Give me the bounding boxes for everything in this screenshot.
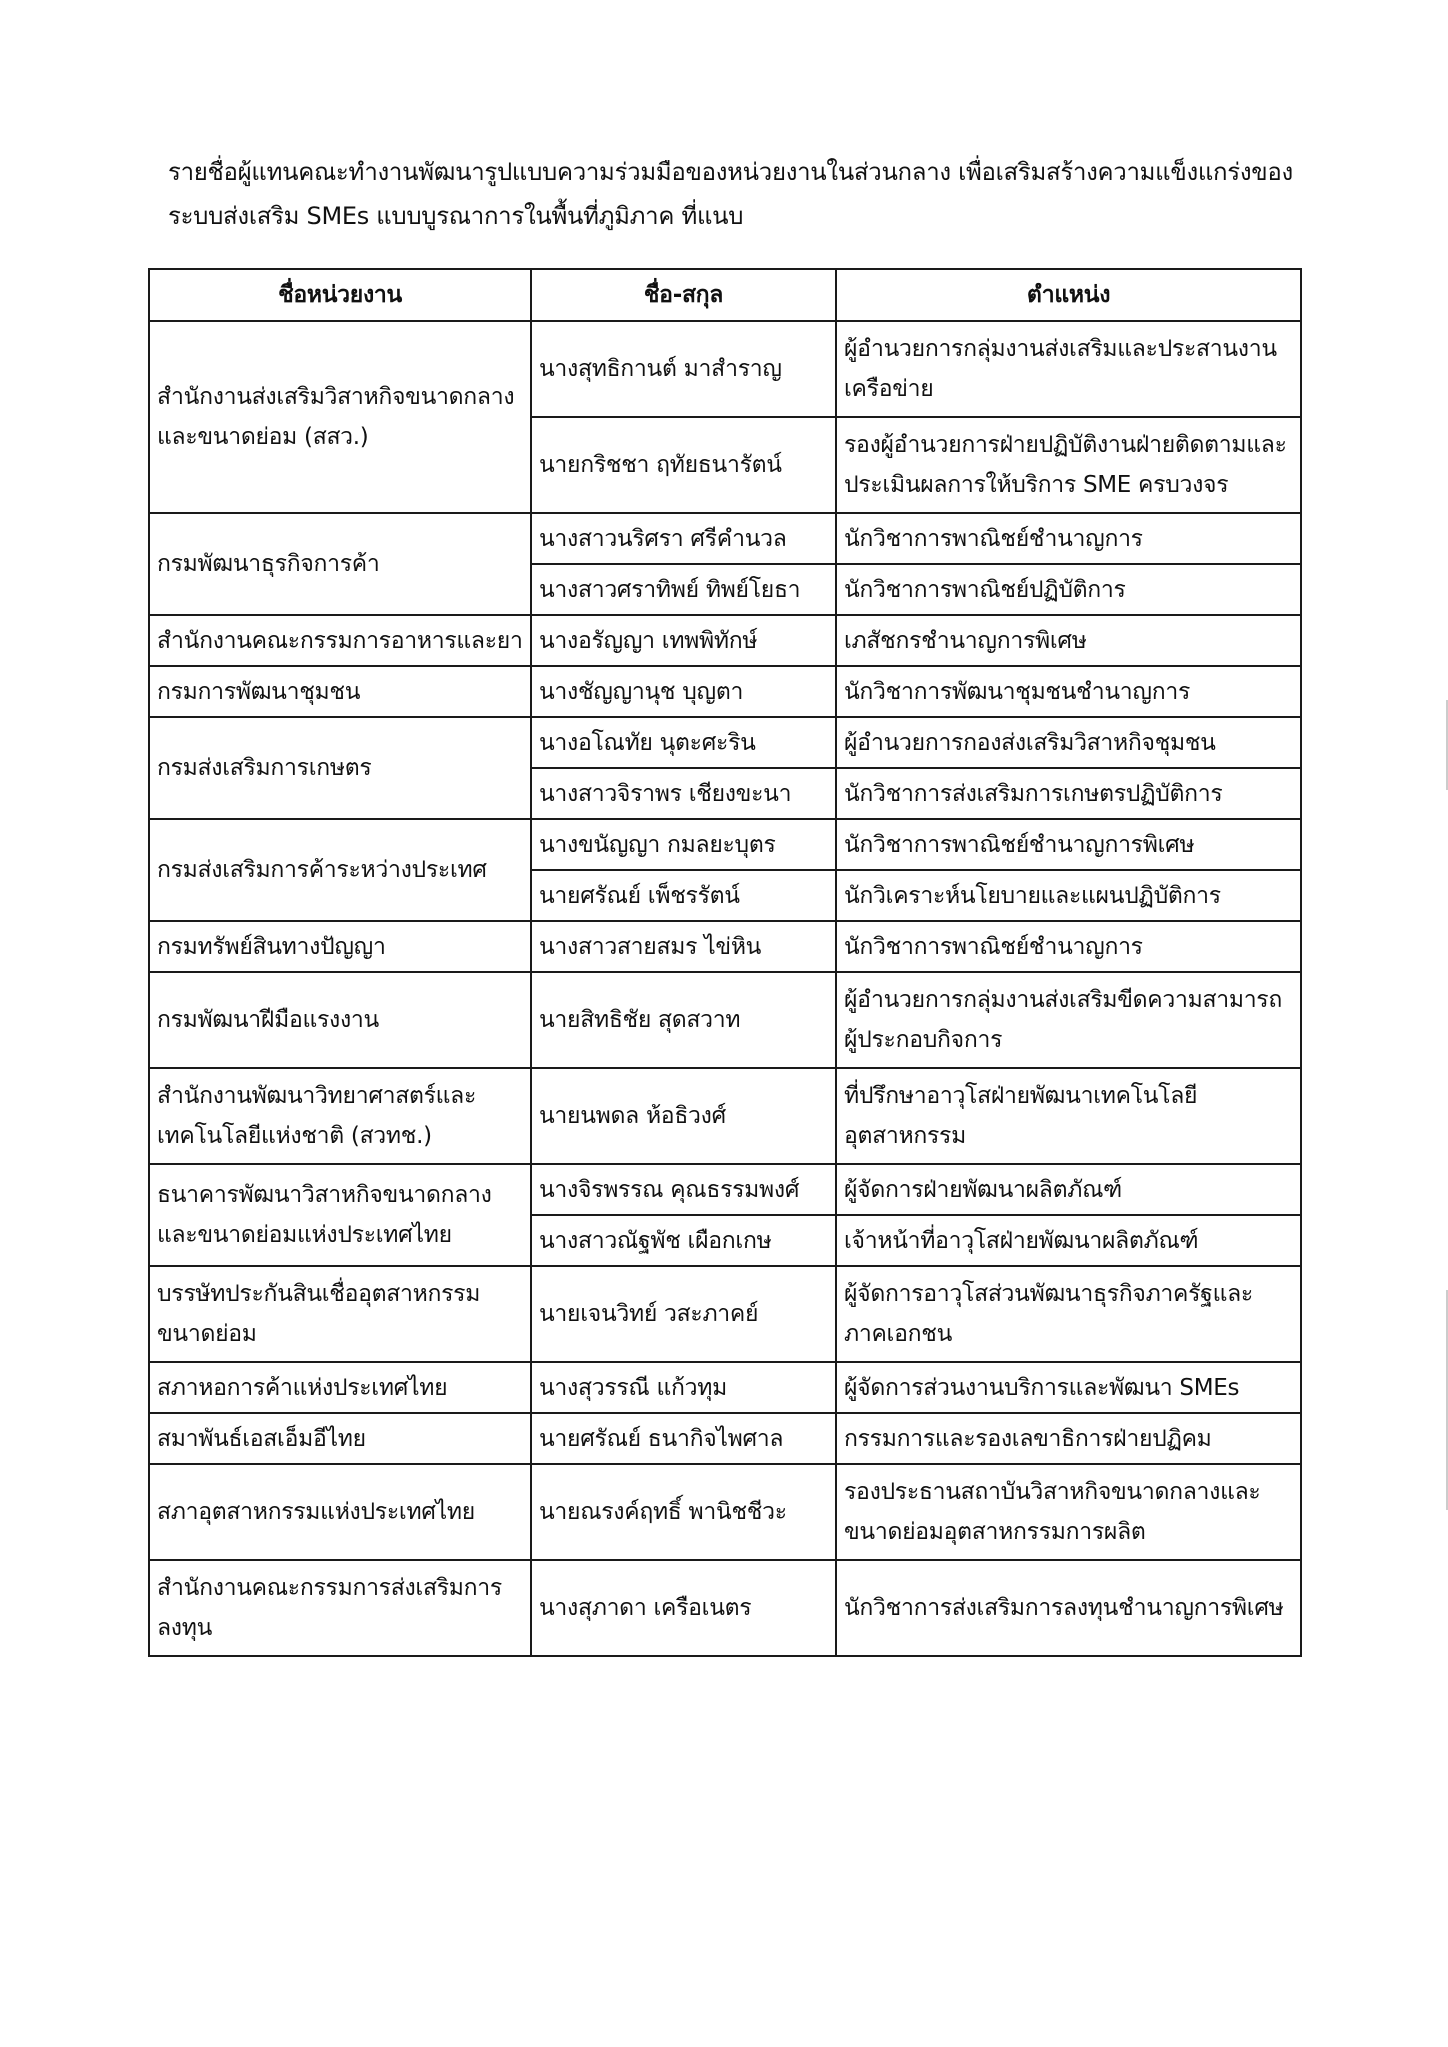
position-cell: ผู้อำนวยการกลุ่มงานส่งเสริมขีดความสามารถผู้ประกอบกิจการ (836, 972, 1301, 1068)
agency-cell: ธนาคารพัฒนาวิสาหกิจขนาดกลางและขนาดย่อมแห่งประเทศไทย (149, 1164, 531, 1266)
agency-cell: กรมพัฒนาฝีมือแรงงาน (149, 972, 531, 1068)
table-row (149, 1068, 1301, 1164)
table-row (149, 1560, 1301, 1656)
position-cell: นักวิชาการพาณิชย์ปฏิบัติการ (836, 564, 1301, 615)
position-cell: นักวิชาการพาณิชย์ชำนาญการพิเศษ (836, 819, 1301, 870)
position-cell: นักวิชาการพัฒนาชุมชนชำนาญการ (836, 666, 1301, 717)
position-cell: รองผู้อำนวยการฝ่ายปฏิบัติงานฝ่ายติดตามและประเมินผลการให้บริการ SME ครบวงจร (836, 417, 1301, 513)
table-row (149, 921, 1301, 972)
table-header-row (149, 269, 1301, 321)
name-cell: นายเจนวิทย์ วสะภาคย์ (531, 1266, 836, 1362)
table-row (149, 615, 1301, 666)
intro-line-2: ระบบส่งเสริม SMEs แบบบูรณาการในพื้นที่ภูมิภาค ที่แนบ (168, 202, 744, 230)
name-cell: นางสุภาดา เครือเนตร (531, 1560, 836, 1656)
position-cell: กรรมการและรองเลขาธิการฝ่ายปฏิคม (836, 1413, 1301, 1464)
table-row (149, 1164, 1301, 1215)
agency-cell: บรรษัทประกันสินเชื่ออุตสาหกรรมขนาดย่อม (149, 1266, 531, 1362)
name-cell: นางจิรพรรณ คุณธรรมพงศ์ (531, 1164, 836, 1215)
name-cell: นางสุทธิกานต์ มาสำราญ (531, 321, 836, 417)
agency-cell: กรมพัฒนาธุรกิจการค้า (149, 513, 531, 615)
intro-line-1: รายชื่อผู้แทนคณะทำงานพัฒนารูปแบบความร่วมมือของหน่วยงานในส่วนกลาง เพื่อเสริมสร้างความแข็งแกร่งของ (168, 158, 1293, 186)
position-cell: นักวิชาการส่งเสริมการเกษตรปฏิบัติการ (836, 768, 1301, 819)
name-cell: นายณรงค์ฤทธิ์ พานิชชีวะ (531, 1464, 836, 1560)
position-cell: ผู้จัดการฝ่ายพัฒนาผลิตภัณฑ์ (836, 1164, 1301, 1215)
agency-cell: สมาพันธ์เอสเอ็มอีไทย (149, 1413, 531, 1464)
name-cell: นางอโณทัย นุตะศะริน (531, 717, 836, 768)
position-cell: เภสัชกรชำนาญการพิเศษ (836, 615, 1301, 666)
position-cell: นักวิเคราะห์นโยบายและแผนปฏิบัติการ (836, 870, 1301, 921)
agency-cell: กรมทรัพย์สินทางปัญญา (149, 921, 531, 972)
agency-cell: กรมการพัฒนาชุมชน (149, 666, 531, 717)
table-row (149, 1362, 1301, 1413)
position-cell: ผู้จัดการส่วนงานบริการและพัฒนา SMEs (836, 1362, 1301, 1413)
name-cell: นางสาวนริศรา ศรีคำนวล (531, 513, 836, 564)
position-cell: ผู้จัดการอาวุโสส่วนพัฒนาธุรกิจภาครัฐและภาคเอกชน (836, 1266, 1301, 1362)
representatives-table (148, 268, 1302, 1657)
agency-cell: สำนักงานส่งเสริมวิสาหกิจขนาดกลางและขนาดย่อม (สสว.) (149, 321, 531, 513)
table-row (149, 513, 1301, 564)
name-cell: นายศรัณย์ ธนากิจไพศาล (531, 1413, 836, 1464)
position-cell: นักวิชาการพาณิชย์ชำนาญการ (836, 513, 1301, 564)
table-row (149, 1413, 1301, 1464)
position-cell: นักวิชาการส่งเสริมการลงทุนชำนาญการพิเศษ (836, 1560, 1301, 1656)
name-cell: นางสาวจิราพร เชียงขะนา (531, 768, 836, 819)
table-row (149, 819, 1301, 870)
position-cell: ผู้อำนวยการกลุ่มงานส่งเสริมและประสานงานเครือข่าย (836, 321, 1301, 417)
agency-cell: สภาอุตสาหกรรมแห่งประเทศไทย (149, 1464, 531, 1560)
name-cell: นางชัญญานุช บุญตา (531, 666, 836, 717)
agency-cell: กรมส่งเสริมการค้าระหว่างประเทศ (149, 819, 531, 921)
table-row (149, 717, 1301, 768)
name-cell: นายนพดล ห้อธิวงศ์ (531, 1068, 836, 1164)
position-cell: เจ้าหน้าที่อาวุโสฝ่ายพัฒนาผลิตภัณฑ์ (836, 1215, 1301, 1266)
table-row (149, 1266, 1301, 1362)
table-row (149, 666, 1301, 717)
agency-cell: กรมส่งเสริมการเกษตร (149, 717, 531, 819)
header-position: ตำแหน่ง (836, 269, 1301, 321)
agency-cell: สภาหอการค้าแห่งประเทศไทย (149, 1362, 531, 1413)
name-cell: นางสาวสายสมร ไข่หิน (531, 921, 836, 972)
agency-cell: สำนักงานคณะกรรมการอาหารและยา (149, 615, 531, 666)
name-cell: นายกริชชา ฤทัยธนารัตน์ (531, 417, 836, 513)
name-cell: นางอรัญญา เทพพิทักษ์ (531, 615, 836, 666)
position-cell: ที่ปรึกษาอาวุโสฝ่ายพัฒนาเทคโนโลยีอุตสาหกรรม (836, 1068, 1301, 1164)
position-cell: รองประธานสถาบันวิสาหกิจขนาดกลางและขนาดย่อมอุตสาหกรรมการผลิต (836, 1464, 1301, 1560)
name-cell: นางสุวรรณี แก้วทุม (531, 1362, 836, 1413)
name-cell: นางสาวศราทิพย์ ทิพย์โยธา (531, 564, 836, 615)
agency-cell: สำนักงานพัฒนาวิทยาศาสตร์และเทคโนโลยีแห่งชาติ (สวทช.) (149, 1068, 531, 1164)
header-agency: ชื่อหน่วยงาน (149, 269, 531, 321)
header-name: ชื่อ-สกุล (531, 269, 836, 321)
table-row (149, 321, 1301, 417)
position-cell: นักวิชาการพาณิชย์ชำนาญการ (836, 921, 1301, 972)
table-row (149, 1464, 1301, 1560)
name-cell: นางสาวณัฐพัช เผือกเกษ (531, 1215, 836, 1266)
position-cell: ผู้อำนวยการกองส่งเสริมวิสาหกิจชุมชน (836, 717, 1301, 768)
table-row (149, 972, 1301, 1068)
name-cell: นายสิทธิชัย สุดสวาท (531, 972, 836, 1068)
name-cell: นางขนัญญา กมลยะบุตร (531, 819, 836, 870)
name-cell: นายศรัณย์ เพ็ชรรัตน์ (531, 870, 836, 921)
intro-text (168, 150, 1318, 238)
agency-cell: สำนักงานคณะกรรมการส่งเสริมการลงทุน (149, 1560, 531, 1656)
